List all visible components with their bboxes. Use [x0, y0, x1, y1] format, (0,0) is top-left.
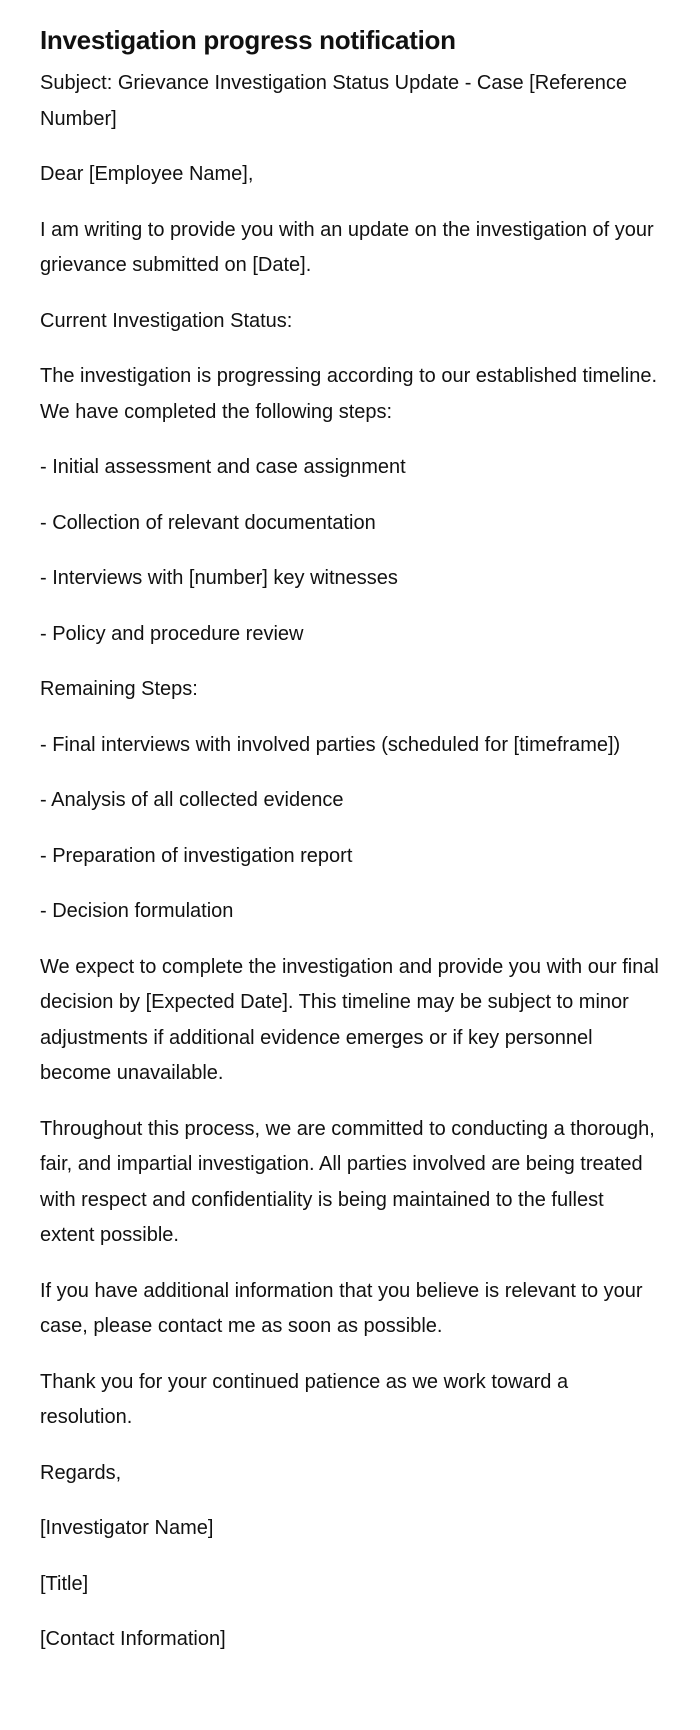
- thanks-paragraph: Thank you for your continued patience as we work toward a resolution.: [40, 1370, 569, 1428]
- remaining-steps-heading: Remaining Steps:: [40, 678, 198, 700]
- commitment-paragraph: Throughout this process, we are committed to conducting a thorough, fair, and impartial investigation. All parties involved are being treated with respect and confidentiality is being maintained to the fullest extent possible.: [40, 1117, 655, 1246]
- remaining-step: - Final interviews with involved parties (scheduled for [timeframe]): [40, 733, 621, 756]
- intro-paragraph: I am writing to provide you with an update on the investigation of your grievance submitted on [Date].: [40, 218, 654, 276]
- remaining-step: - Decision formulation: [40, 900, 234, 922]
- contact-paragraph: If you have additional information that you believe is relevant to your case, please contact me as soon as possible.: [40, 1279, 643, 1337]
- status-paragraph: The investigation is progressing according to our established timeline. We have completed the following steps:: [40, 365, 658, 423]
- closing: Regards,: [40, 1461, 122, 1484]
- subject-line: Subject: Grievance Investigation Status Update - Case [Reference Number]: [40, 72, 627, 130]
- signature-name: [Investigator Name]: [40, 1517, 214, 1539]
- expectation-paragraph: We expect to complete the investigation and provide you with our final decision by [Expected Date]. This timeline may be subject to minor adjustments if additional evidence emerges or if key personnel become unavailable.: [40, 955, 659, 1084]
- completed-step: - Initial assessment and case assignment: [40, 456, 406, 478]
- salutation: Dear [Employee Name],: [40, 163, 254, 185]
- completed-step: - Interviews with [number] key witnesses: [40, 567, 398, 589]
- current-status-heading: Current Investigation Status:: [40, 309, 293, 332]
- signature-title: [Title]: [40, 1572, 89, 1595]
- completed-step: - Policy and procedure review: [40, 622, 304, 645]
- remaining-step: - Preparation of investigation report: [40, 844, 353, 867]
- signature-contact: [Contact Information]: [40, 1628, 226, 1650]
- document-title: Investigation progress notification: [40, 25, 456, 55]
- remaining-step: - Analysis of all collected evidence: [40, 789, 344, 811]
- completed-step: - Collection of relevant documentation: [40, 511, 376, 534]
